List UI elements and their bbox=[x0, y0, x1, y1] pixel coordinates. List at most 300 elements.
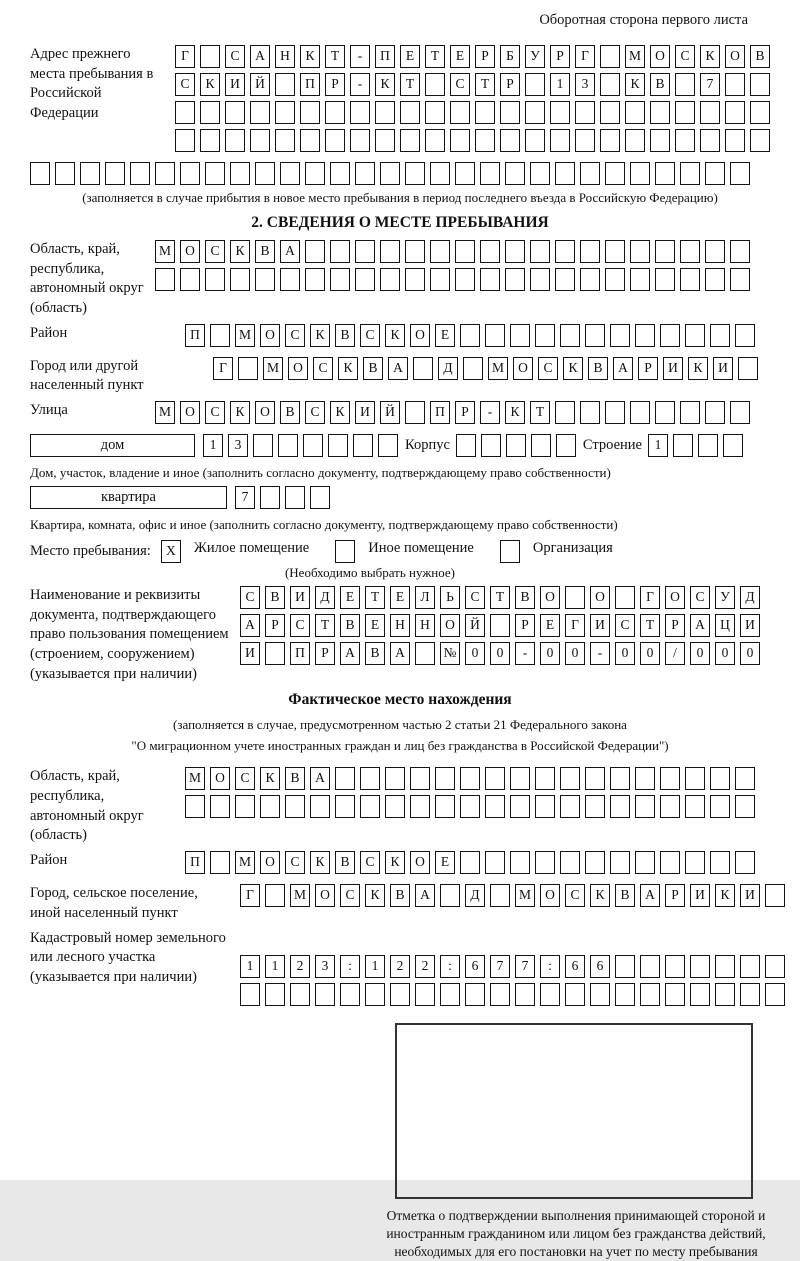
char-box: 7 bbox=[700, 73, 720, 96]
char-box: М bbox=[235, 324, 255, 347]
char-box: И bbox=[590, 614, 610, 637]
char-box bbox=[640, 983, 660, 1006]
char-box bbox=[480, 268, 500, 291]
char-box bbox=[275, 73, 295, 96]
char-box bbox=[585, 767, 605, 790]
premises-option-label: Иное помещение bbox=[368, 539, 474, 556]
char-box bbox=[725, 101, 745, 124]
char-box bbox=[278, 434, 298, 457]
page-corner-note: Оборотная сторона первого листа bbox=[539, 12, 748, 28]
char-box: О bbox=[260, 324, 280, 347]
city-field bbox=[30, 357, 770, 396]
char-box-row bbox=[155, 401, 770, 425]
char-box bbox=[690, 955, 710, 978]
char-box bbox=[625, 101, 645, 124]
char-box bbox=[255, 268, 275, 291]
char-box bbox=[315, 983, 335, 1006]
char-box bbox=[675, 101, 695, 124]
char-box bbox=[556, 434, 576, 457]
char-box: 1 bbox=[550, 73, 570, 96]
char-box: Д bbox=[438, 357, 458, 380]
char-box bbox=[130, 162, 150, 185]
char-box: 1 bbox=[265, 955, 285, 978]
char-box: А bbox=[613, 357, 633, 380]
char-box: О bbox=[665, 586, 685, 609]
char-box: О bbox=[590, 586, 610, 609]
char-box bbox=[560, 795, 580, 818]
char-box: Й bbox=[250, 73, 270, 96]
char-box-row bbox=[155, 268, 770, 292]
char-box bbox=[505, 240, 525, 263]
premises-option-checkbox: Х bbox=[161, 540, 181, 563]
char-box: Р bbox=[665, 884, 685, 907]
char-box: И bbox=[225, 73, 245, 96]
char-box bbox=[475, 129, 495, 152]
char-box: И bbox=[690, 884, 710, 907]
char-box: С bbox=[205, 240, 225, 263]
char-box: К bbox=[688, 357, 708, 380]
char-box: П bbox=[300, 73, 320, 96]
char-box bbox=[238, 357, 258, 380]
char-box: К bbox=[260, 767, 280, 790]
char-box: Р bbox=[665, 614, 685, 637]
prev-address-note: (заполняется в случае прибытия в новое место пребывания в период последнего въезда в Российскую Федерацию) bbox=[82, 190, 718, 205]
char-box bbox=[235, 795, 255, 818]
char-box bbox=[353, 434, 373, 457]
char-box bbox=[610, 795, 630, 818]
char-box bbox=[635, 324, 655, 347]
char-box: Т bbox=[325, 45, 345, 68]
char-box bbox=[430, 268, 450, 291]
char-box: Г bbox=[575, 45, 595, 68]
char-box bbox=[380, 162, 400, 185]
char-box bbox=[260, 795, 280, 818]
char-box bbox=[555, 268, 575, 291]
char-box bbox=[460, 324, 480, 347]
char-box bbox=[435, 767, 455, 790]
char-box bbox=[735, 324, 755, 347]
korpus-boxes bbox=[456, 434, 581, 458]
char-box bbox=[705, 240, 725, 263]
char-box bbox=[265, 642, 285, 665]
char-box bbox=[630, 268, 650, 291]
char-box: В bbox=[363, 357, 383, 380]
char-box: Т bbox=[315, 614, 335, 637]
char-box bbox=[280, 268, 300, 291]
char-box bbox=[555, 162, 575, 185]
char-box: 1 bbox=[648, 434, 668, 457]
char-box bbox=[253, 434, 273, 457]
premises-type-row bbox=[30, 540, 770, 563]
house-type-box: дом bbox=[30, 434, 195, 457]
char-box: О bbox=[513, 357, 533, 380]
char-box bbox=[210, 851, 230, 874]
char-box bbox=[600, 45, 620, 68]
char-box bbox=[30, 162, 50, 185]
char-box: 0 bbox=[615, 642, 635, 665]
char-box bbox=[680, 401, 700, 424]
char-box: С bbox=[538, 357, 558, 380]
premises-option-checkbox bbox=[335, 540, 355, 563]
premises-option-label: Организация bbox=[532, 539, 613, 556]
char-box bbox=[730, 401, 750, 424]
char-box bbox=[285, 795, 305, 818]
char-box bbox=[303, 434, 323, 457]
char-box bbox=[305, 162, 325, 185]
char-box bbox=[735, 767, 755, 790]
char-box: 0 bbox=[715, 642, 735, 665]
char-box bbox=[506, 434, 526, 457]
document-label: Наименование и реквизиты документа, подтверждающего право пользования помещением (строением, сооружением) (указывается при наличии) bbox=[30, 586, 229, 682]
char-box: / bbox=[665, 642, 685, 665]
street-label: Улица bbox=[30, 402, 68, 419]
city-label: Город или другой населенный пункт bbox=[30, 357, 144, 394]
char-box bbox=[80, 162, 100, 185]
char-box: К bbox=[200, 73, 220, 96]
char-box bbox=[710, 324, 730, 347]
char-box bbox=[525, 101, 545, 124]
char-box-row bbox=[175, 129, 775, 153]
char-box bbox=[310, 486, 330, 509]
char-box bbox=[715, 955, 735, 978]
char-box bbox=[660, 851, 680, 874]
char-box: К bbox=[625, 73, 645, 96]
char-box: Е bbox=[340, 586, 360, 609]
char-box bbox=[725, 73, 745, 96]
char-box: С bbox=[225, 45, 245, 68]
char-box: В bbox=[615, 884, 635, 907]
char-box bbox=[210, 324, 230, 347]
char-box bbox=[185, 795, 205, 818]
street-field bbox=[30, 401, 770, 429]
char-box-row bbox=[240, 955, 790, 979]
actual-location-note-1: (заполняется в случае, предусмотренном частью 2 статьи 21 Федерального закона bbox=[173, 717, 627, 733]
char-box bbox=[660, 324, 680, 347]
char-box-row bbox=[175, 101, 775, 125]
char-box bbox=[705, 268, 725, 291]
char-box bbox=[535, 767, 555, 790]
char-box bbox=[385, 795, 405, 818]
char-box bbox=[605, 162, 625, 185]
char-box bbox=[425, 129, 445, 152]
char-box: 0 bbox=[490, 642, 510, 665]
char-box bbox=[500, 101, 520, 124]
char-box: 2 bbox=[390, 955, 410, 978]
char-box bbox=[310, 795, 330, 818]
section-2-title: 2. СВЕДЕНИЯ О МЕСТЕ ПРЕБЫВАНИЯ bbox=[251, 213, 549, 231]
char-box bbox=[180, 162, 200, 185]
char-box bbox=[405, 162, 425, 185]
char-box: А bbox=[280, 240, 300, 263]
char-box: 1 bbox=[240, 955, 260, 978]
char-box bbox=[685, 851, 705, 874]
char-box bbox=[200, 129, 220, 152]
char-box-row bbox=[240, 884, 790, 908]
char-box bbox=[665, 983, 685, 1006]
char-box bbox=[698, 434, 718, 457]
char-box bbox=[530, 268, 550, 291]
char-box: О bbox=[410, 851, 430, 874]
char-box: А bbox=[310, 767, 330, 790]
actual-location-note-2: "О миграционном учете иностранных граждан и лиц без гражданства в Российской Федерации") bbox=[131, 738, 669, 754]
char-box bbox=[300, 129, 320, 152]
char-box: Т bbox=[425, 45, 445, 68]
char-box bbox=[585, 324, 605, 347]
char-box: С bbox=[675, 45, 695, 68]
char-box bbox=[460, 851, 480, 874]
char-box: 3 bbox=[315, 955, 335, 978]
char-box bbox=[480, 240, 500, 263]
char-box: О bbox=[210, 767, 230, 790]
char-box bbox=[605, 240, 625, 263]
char-box bbox=[723, 434, 743, 457]
char-box: В bbox=[335, 324, 355, 347]
prev-address-label: Адрес прежнего места пребывания в Российской Федерации bbox=[30, 46, 154, 122]
char-box: К bbox=[230, 240, 250, 263]
char-box: 0 bbox=[465, 642, 485, 665]
char-box: В bbox=[280, 401, 300, 424]
char-box: Т bbox=[475, 73, 495, 96]
char-box bbox=[285, 486, 305, 509]
char-box bbox=[425, 73, 445, 96]
stamp-box-note: Отметка о подтверждении выполнения принимающей стороной и иностранным гражданином или лицом без гражданства действий, необходимых для его постановки на учет по месту пребывания bbox=[386, 1207, 766, 1259]
char-box: М bbox=[290, 884, 310, 907]
char-box bbox=[575, 129, 595, 152]
char-box bbox=[465, 983, 485, 1006]
char-box: Е bbox=[450, 45, 470, 68]
char-box bbox=[535, 851, 555, 874]
char-box: А bbox=[390, 642, 410, 665]
char-box: Т bbox=[400, 73, 420, 96]
char-box bbox=[405, 240, 425, 263]
char-box: И bbox=[740, 884, 760, 907]
char-box bbox=[655, 162, 675, 185]
district-label: Район bbox=[30, 324, 68, 341]
char-box: Р bbox=[515, 614, 535, 637]
char-box: С bbox=[360, 851, 380, 874]
char-box bbox=[610, 851, 630, 874]
char-box bbox=[585, 795, 605, 818]
char-box: В bbox=[390, 884, 410, 907]
char-box bbox=[450, 101, 470, 124]
char-box: У bbox=[715, 586, 735, 609]
char-box bbox=[455, 240, 475, 263]
char-box bbox=[330, 240, 350, 263]
char-box bbox=[575, 101, 595, 124]
char-box bbox=[730, 240, 750, 263]
char-box bbox=[200, 45, 220, 68]
char-box bbox=[685, 767, 705, 790]
char-box-row bbox=[240, 642, 770, 666]
char-box bbox=[230, 268, 250, 291]
char-box-row bbox=[185, 795, 770, 819]
char-box: У bbox=[525, 45, 545, 68]
char-box: К bbox=[365, 884, 385, 907]
char-box: Т bbox=[530, 401, 550, 424]
char-box: 1 bbox=[365, 955, 385, 978]
apartment-row bbox=[30, 486, 770, 514]
char-box bbox=[230, 162, 250, 185]
korpus-label: Корпус bbox=[405, 437, 450, 454]
char-box: М bbox=[235, 851, 255, 874]
char-box bbox=[240, 983, 260, 1006]
char-box: Т bbox=[640, 614, 660, 637]
char-box bbox=[360, 795, 380, 818]
char-box: Н bbox=[275, 45, 295, 68]
char-box bbox=[481, 434, 501, 457]
char-box bbox=[655, 401, 675, 424]
char-box: Р bbox=[325, 73, 345, 96]
char-box bbox=[275, 129, 295, 152]
char-box bbox=[415, 642, 435, 665]
char-box bbox=[740, 983, 760, 1006]
char-box: А bbox=[388, 357, 408, 380]
char-box-row bbox=[240, 614, 770, 638]
char-box: С bbox=[285, 324, 305, 347]
char-box bbox=[655, 240, 675, 263]
char-box: К bbox=[715, 884, 735, 907]
char-box: С bbox=[313, 357, 333, 380]
char-box: О bbox=[315, 884, 335, 907]
char-box: И bbox=[240, 642, 260, 665]
char-box: А bbox=[640, 884, 660, 907]
char-box-row bbox=[30, 162, 770, 186]
stroenie-boxes bbox=[648, 434, 748, 458]
actual-city-field bbox=[30, 884, 770, 923]
char-box bbox=[690, 983, 710, 1006]
region-field bbox=[30, 240, 770, 319]
char-box: И bbox=[290, 586, 310, 609]
char-box bbox=[685, 324, 705, 347]
house-number-boxes bbox=[203, 434, 403, 458]
char-box bbox=[355, 240, 375, 263]
char-box bbox=[660, 767, 680, 790]
char-box: К bbox=[375, 73, 395, 96]
char-box: К bbox=[385, 324, 405, 347]
char-box: 6 bbox=[465, 955, 485, 978]
char-box: С bbox=[290, 614, 310, 637]
char-box bbox=[490, 884, 510, 907]
char-box-row bbox=[185, 767, 770, 791]
char-box bbox=[505, 162, 525, 185]
char-box: Ц bbox=[715, 614, 735, 637]
char-box bbox=[485, 795, 505, 818]
actual-region-label: Область, край, республика, автономный округ (область) bbox=[30, 768, 144, 844]
char-box bbox=[585, 851, 605, 874]
char-box bbox=[750, 73, 770, 96]
char-box bbox=[275, 101, 295, 124]
char-box: Й bbox=[465, 614, 485, 637]
char-box: - bbox=[350, 73, 370, 96]
char-box bbox=[580, 268, 600, 291]
char-box-row bbox=[175, 73, 775, 97]
char-box bbox=[625, 129, 645, 152]
char-box bbox=[180, 268, 200, 291]
char-box bbox=[630, 401, 650, 424]
char-box: Е bbox=[400, 45, 420, 68]
char-box: М bbox=[625, 45, 645, 68]
char-box bbox=[430, 162, 450, 185]
char-box bbox=[305, 240, 325, 263]
char-box: К bbox=[300, 45, 320, 68]
char-box: М bbox=[155, 240, 175, 263]
char-box bbox=[55, 162, 75, 185]
char-box bbox=[265, 983, 285, 1006]
stroenie-label: Строение bbox=[582, 437, 642, 454]
apartment-number-boxes bbox=[235, 486, 335, 510]
char-box bbox=[525, 129, 545, 152]
char-box: Г bbox=[240, 884, 260, 907]
char-box bbox=[635, 767, 655, 790]
char-box bbox=[531, 434, 551, 457]
char-box bbox=[210, 795, 230, 818]
char-box: С bbox=[690, 586, 710, 609]
char-box: Р bbox=[500, 73, 520, 96]
char-box bbox=[600, 101, 620, 124]
char-box bbox=[605, 268, 625, 291]
char-box bbox=[740, 955, 760, 978]
char-box: О bbox=[180, 240, 200, 263]
char-box: В bbox=[515, 586, 535, 609]
char-box: О bbox=[540, 884, 560, 907]
char-box: О bbox=[440, 614, 460, 637]
char-box bbox=[535, 795, 555, 818]
char-box: 3 bbox=[228, 434, 248, 457]
char-box bbox=[655, 268, 675, 291]
premises-label: Место пребывания: bbox=[30, 542, 151, 559]
char-box bbox=[650, 101, 670, 124]
char-box bbox=[580, 240, 600, 263]
char-box: : bbox=[440, 955, 460, 978]
apartment-type-box: квартира bbox=[30, 486, 227, 509]
char-box bbox=[730, 162, 750, 185]
char-box: - bbox=[350, 45, 370, 68]
char-box bbox=[105, 162, 125, 185]
apartment-note: Квартира, комната, офис и иное (заполнить согласно документу, подтверждающему право собственности) bbox=[30, 517, 618, 533]
char-box bbox=[360, 767, 380, 790]
char-box bbox=[460, 767, 480, 790]
char-box: С bbox=[450, 73, 470, 96]
char-box-row bbox=[213, 357, 770, 381]
char-box: Р bbox=[315, 642, 335, 665]
char-box bbox=[525, 73, 545, 96]
char-box: - bbox=[515, 642, 535, 665]
char-box bbox=[540, 983, 560, 1006]
char-box: 7 bbox=[515, 955, 535, 978]
char-box: К bbox=[310, 851, 330, 874]
char-box bbox=[710, 767, 730, 790]
char-box bbox=[738, 357, 758, 380]
char-box bbox=[225, 129, 245, 152]
char-box: 1 bbox=[203, 434, 223, 457]
char-box bbox=[685, 795, 705, 818]
char-box bbox=[630, 162, 650, 185]
char-box bbox=[700, 129, 720, 152]
char-box: О bbox=[180, 401, 200, 424]
char-box bbox=[335, 767, 355, 790]
region-label: Область, край, республика, автономный округ (область) bbox=[30, 240, 144, 317]
char-box: О bbox=[410, 324, 430, 347]
char-box: В bbox=[365, 642, 385, 665]
char-box bbox=[510, 795, 530, 818]
char-box: 6 bbox=[565, 955, 585, 978]
char-box: 6 bbox=[590, 955, 610, 978]
char-box: Л bbox=[415, 586, 435, 609]
char-box bbox=[500, 129, 520, 152]
char-box bbox=[405, 401, 425, 424]
char-box: В bbox=[588, 357, 608, 380]
char-box bbox=[250, 101, 270, 124]
